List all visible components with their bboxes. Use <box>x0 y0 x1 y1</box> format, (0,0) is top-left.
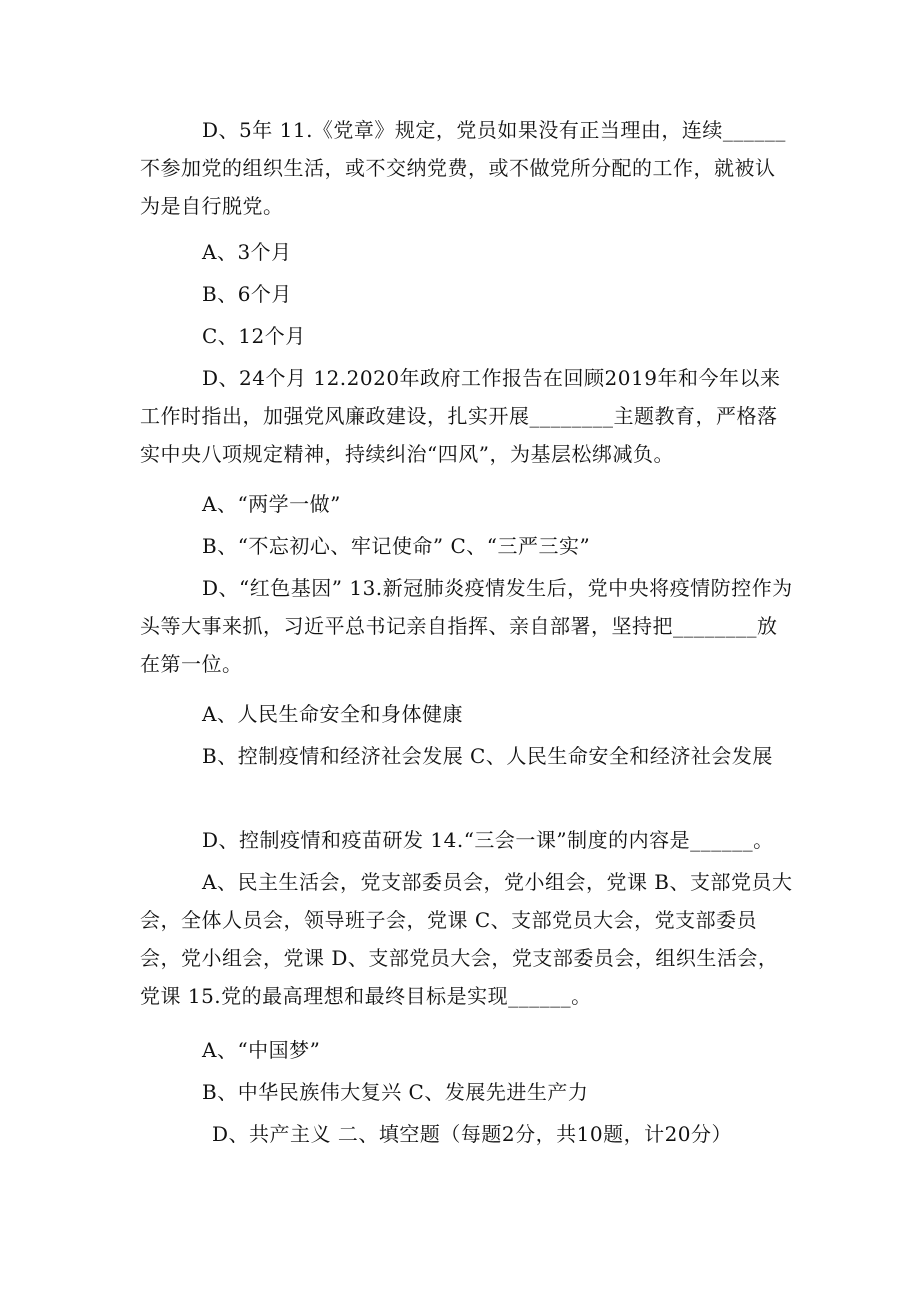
question-12-paragraph: D、24个月 12.2020年政府工作报告在回顾2019年和今年以来工作时指出，加强党风廉政建设，扎实开展________主题教育，严格落实中央八项规定精神，持续纠治“四风”，为基层松绑减负。 <box>140 366 781 466</box>
option-c-q11: C、12个月 <box>202 324 306 348</box>
option-b-q11: B、6个月 <box>202 282 292 306</box>
question-14-paragraph: D、控制疫情和疫苗研发 14.“三会一课”制度的内容是______。 <box>202 828 774 852</box>
option-bc-q15: B、中华民族伟大复兴 C、发展先进生产力 <box>202 1080 589 1104</box>
option-a-q15: A、“中国梦” <box>202 1038 321 1062</box>
option-a-q11: A、3个月 <box>202 240 292 264</box>
question-14-options-and-15: A、民主生活会，党支部委员会，党小组会，党课 B、支部党员大会，全体人员会，领导班子会，党课 C、支部党员大会，党支部委员会，党小组会，党课 D、支部党员大会，党支部委员会，组织生活会，党课 15.党的最高理想和最终目标是实现______。 <box>140 870 793 1008</box>
option-bc-q12: B、“不忘初心、牢记使命” C、“三严三实” <box>202 534 591 558</box>
option-a-q13: A、人民生命安全和身体健康 <box>202 702 463 726</box>
question-11-paragraph: D、5年 11.《党章》规定，党员如果没有正当理由，连续______不参加党的组织生活，或不交纳党费，或不做党所分配的工作，就被认为是自行脱党。 <box>140 118 786 218</box>
option-bc-q13: B、控制疫情和经济社会发展 C、人民生命安全和经济社会发展 <box>202 744 773 768</box>
option-d-q15-section-heading: D、共产主义 二、填空题（每题2分，共10题，计20分） <box>212 1122 733 1146</box>
question-13-paragraph: D、“红色基因” 13.新冠肺炎疫情发生后，党中央将疫情防控作为头等大事来抓，习近平总书记亲自指挥、亲自部署，坚持把________放在第一位。 <box>140 576 793 676</box>
option-a-q12: A、“两学一做” <box>202 492 341 516</box>
